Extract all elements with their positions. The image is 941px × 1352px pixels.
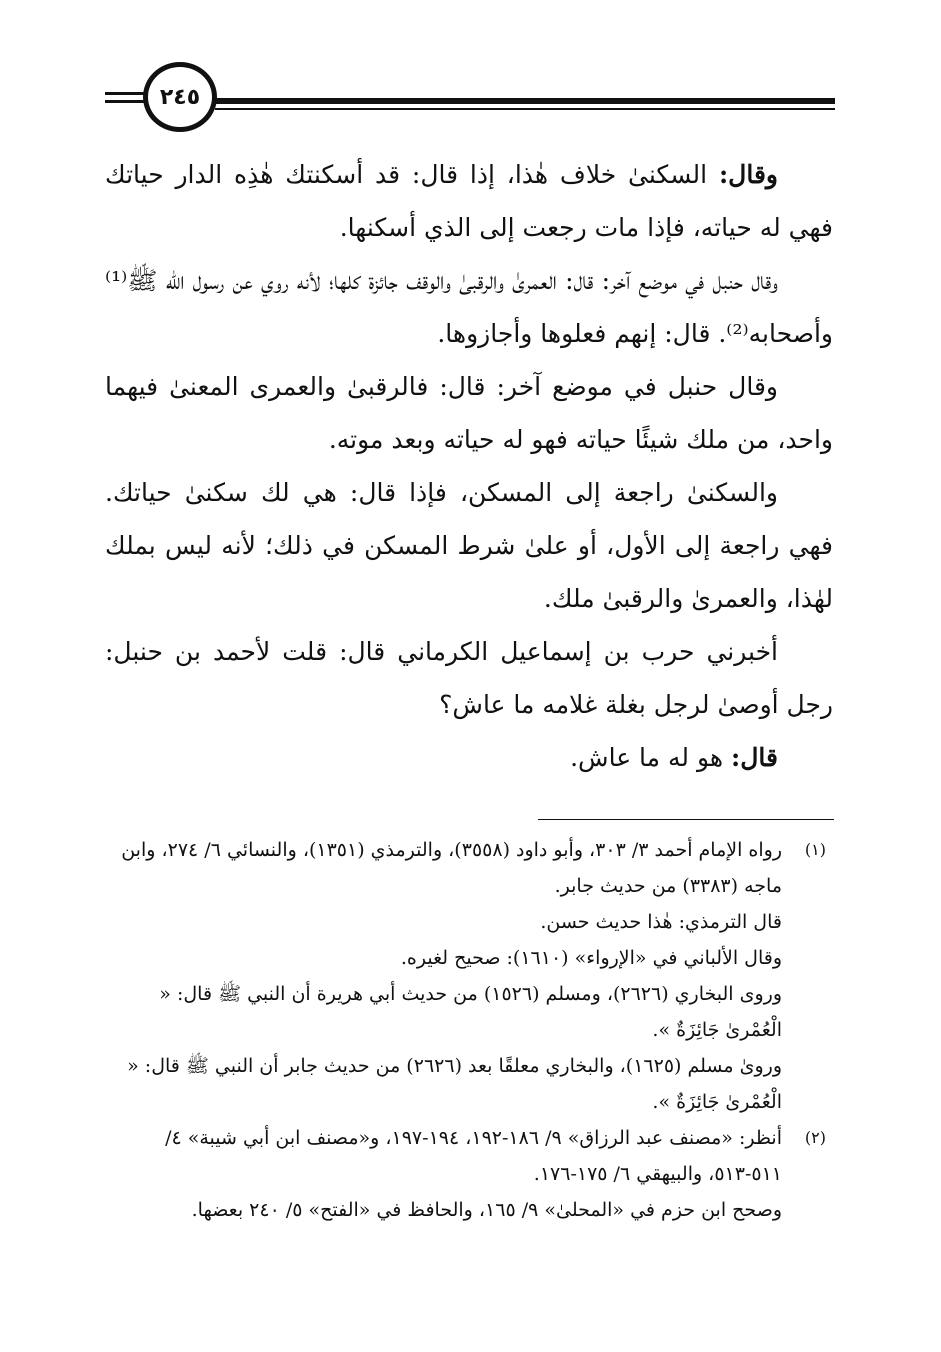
page-number-badge (143, 62, 217, 132)
paragraph-text: والسكنىٰ راجعة إلى المسكن، فإذا قال: هي لك سكنىٰ حياتك. فهي راجعة إلى الأول، أو علىٰ شرط المسكن في ذلك؛ لأنه ليس بملك لهٰذا، والعمرىٰ والرقبىٰ ملك. (105, 478, 833, 613)
footnote-line: وقال الألباني في «الإرواء» (١٦١٠): صحيح لغيره. (400, 947, 782, 969)
page-header (105, 62, 835, 142)
paragraph-text: أخبرني حرب بن إسماعيل الكرماني قال: قلت لأحمد بن حنبل: رجل أوصىٰ لرجل بغلة غلامه ما عاش؟ (105, 637, 833, 719)
footnote-continuation (98, 1192, 826, 1228)
paragraph-text: السكنىٰ خلاف هٰذا، إذا قال: قد أسكنتك هٰذِه الدار حياتك فهي له حياته، فإذا مات رجعت إلى الذي أسكنها. (105, 160, 833, 242)
footnote (98, 832, 826, 904)
paragraph-lead: وقال: (718, 160, 778, 189)
header-rule (105, 92, 145, 95)
page-number: ٢٤٥ (159, 84, 201, 110)
paragraph-lead: قال: (731, 743, 778, 772)
header-rule-thin (215, 108, 835, 110)
paragraph (105, 360, 833, 466)
footnote-marker: (٢) (804, 1128, 826, 1147)
header-rule-thick (215, 98, 835, 104)
paragraph (105, 625, 833, 731)
footnote (98, 1120, 826, 1192)
footnote-line: وروى البخاري (٢٦٢٦)، ومسلم (١٥٢٦) من حديث أبي هريرة أن النبي ﷺ قال: « الْعُمْرىٰ جَائِزَةٌ ». (159, 983, 782, 1041)
footnotes (98, 832, 826, 1228)
footnote-marker: (١) (804, 840, 826, 859)
footnote-line: قال الترمذي: هٰذا حديث حسن. (540, 911, 782, 933)
footnote-line: أنظر: «مصنف عبد الرزاق» ٩/ ١٨٦-١٩٢، ١٩٤-١٩٧، و«مصنف ابن أبي شيبة» ٤/ ٥١١-٥١٣، والبيهقي ٦/ ١٧٥-١٧٦. (165, 1127, 782, 1185)
footnote-line: ورویٰ مسلم (١٦٢٥)، والبخاري معلقًا بعد (٢٦٢٦) من حديث جابر أن النبي ﷺ قال: « الْعُمْرىٰ جَائِزَةٌ ». (127, 1055, 782, 1113)
main-text (105, 148, 833, 784)
footnote-line: رواه الإمام أحمد ٣/ ٣٠٣، وأبو داود (٣٥٥٨)، والترمذي (١٣٥١)، والنسائي ٦/ ٢٧٤، وابن ماجه (٣٣٨٣) من حديث جابر. (121, 839, 782, 897)
paragraph (105, 254, 833, 360)
paragraph-text: وقال حنبل في موضع آخر: قال: العمرىٰ والرقبىٰ والوقف جائزة كلها؛ لأنه روي عن رسول الله ﷺ⁽¹⁾ وأصحابه⁽²⁾. قال: إنهم فعلوها وأجازوها. (105, 266, 833, 348)
paragraph (105, 731, 833, 784)
footnote-line: وصحح ابن حزم في «المحلىٰ» ٩/ ١٦٥، والحافظ في «الفتح» ٥/ ٢٤٠ بعضها. (191, 1199, 782, 1221)
footnote-divider (538, 819, 834, 820)
paragraph-text: وقال حنبل في موضع آخر: قال: فالرقبىٰ والعمرى المعنىٰ فيهما واحد، من ملك شيئًا حياته فهو له حياته وبعد موته. (105, 372, 833, 454)
paragraph (105, 466, 833, 625)
header-rule (105, 100, 145, 103)
footnote-continuation (98, 904, 826, 1120)
paragraph-text: هو له ما عاش. (570, 743, 732, 772)
paragraph (105, 148, 833, 254)
